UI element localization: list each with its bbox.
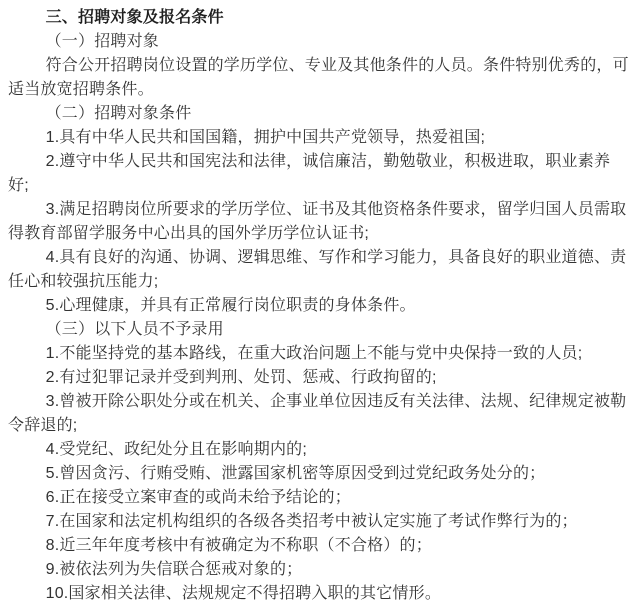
document-title: 三、招聘对象及报名条件 bbox=[45, 9, 224, 26]
section-3-item-5: 5.曾因贪污、行贿受贿、泄露国家机密等原因受到过党纪政务处分的； bbox=[45, 465, 546, 482]
section-3-item-7: 7.在国家和法定机构组织的各级各类招考中被认定实施了考试作弊行为的； bbox=[45, 513, 578, 530]
section-3-item-10: 10.国家相关法律、法规规定不得招聘入职的其它情形。 bbox=[45, 585, 442, 602]
section-2-item-4: 4.具有良好的沟通、协调、逻辑思维、写作和学习能力，具备良好的职业道德、责任心和较强抗压能力; bbox=[8, 249, 627, 290]
section-2-item-5: 5.心理健康，并具有正常履行岗位职责的身体条件。 bbox=[45, 297, 416, 314]
section-3-item-9: 9.被依法列为失信联合惩戒对象的； bbox=[45, 561, 303, 578]
section-3-item-1: 1.不能坚持党的基本路线，在重大政治问题上不能与党中央保持一致的人员; bbox=[45, 345, 583, 362]
section-3-item-2: 2.有过犯罪记录并受到判刑、处罚、惩戒、行政拘留的; bbox=[45, 369, 437, 386]
section-3-item-6: 6.正在接受立案审查的或尚未给予结论的； bbox=[45, 489, 351, 506]
section-3-heading: （三）以下人员不予录用 bbox=[45, 321, 224, 338]
section-2-item-1: 1.具有中华人民共和国国籍，拥护中国共产党领导，热爱祖国; bbox=[45, 129, 486, 146]
section-3-item-4: 4.受党纪、政纪处分且在影响期内的; bbox=[45, 441, 307, 458]
section-2-item-2: 2.遵守中华人民共和国宪法和法律，诚信廉洁，勤勉敬业，积极进取，职业素养好; bbox=[8, 153, 611, 194]
section-1-heading: （一）招聘对象 bbox=[45, 33, 159, 50]
section-2-item-3: 3.满足招聘岗位所要求的学历学位、证书及其他资格条件要求，留学归国人员需取得教育部留学服务中心出具的国外学历学位认证书; bbox=[8, 201, 627, 242]
section-2-heading: （二）招聘对象条件 bbox=[45, 105, 192, 122]
section-3-item-8: 8.近三年年度考核中有被确定为不称职（不合格）的； bbox=[45, 537, 432, 554]
section-3-item-3: 3.曾被开除公职处分或在机关、企事业单位因违反有关法律、法规、纪律规定被勒令辞退的; bbox=[8, 393, 627, 434]
section-1-paragraph: 符合公开招聘岗位设置的学历学位、专业及其他条件的人员。条件特别优秀的，可适当放宽招聘条件。 bbox=[8, 57, 629, 98]
